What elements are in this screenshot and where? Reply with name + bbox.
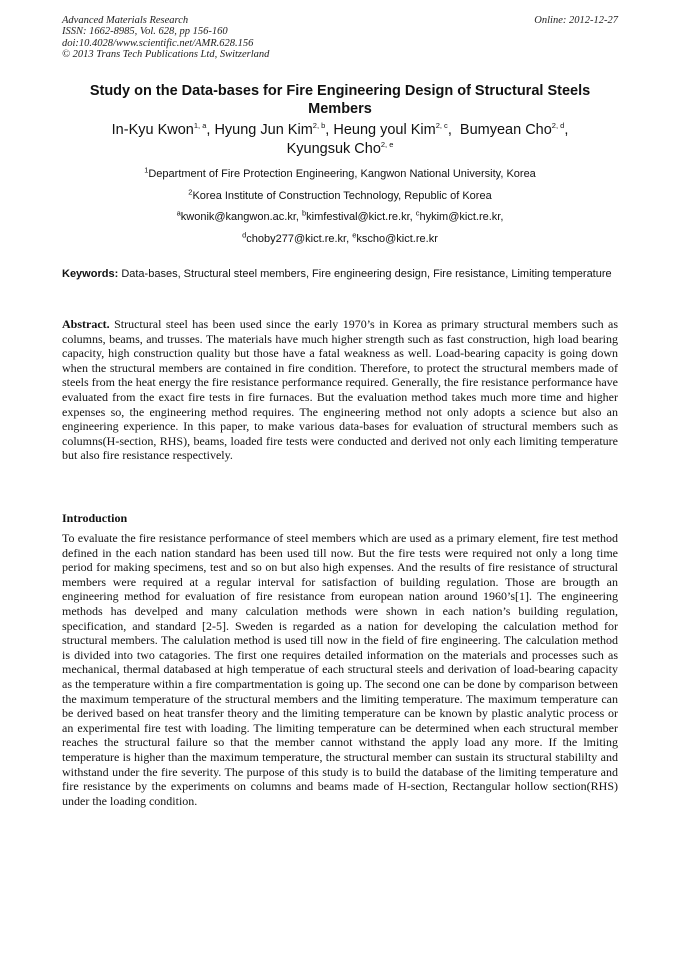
email: hykim@kict.re.kr, [419, 211, 504, 223]
keywords-text: Data-bases, Structural steel members, Fire engineering design, Fire resistance, Limiting temperature [121, 268, 612, 280]
email: kscho@kict.re.kr [356, 233, 438, 245]
author-affil-sup: 2, d [551, 121, 565, 131]
copyright-line: © 2013 Trans Tech Publications Ltd, Switzerland [62, 48, 270, 60]
author-name: Kyungsuk Cho [286, 140, 381, 157]
email-line-2: $^d$choby277@kict.re.kr, $^e$kscho@kict.re.kr [242, 230, 438, 245]
keywords-block [62, 267, 618, 281]
doi-line: doi:10.4028/www.scientific.net/AMR.628.156 [62, 37, 254, 49]
online-date: Online: 2012-12-27 [534, 15, 618, 26]
affiliation-1: $^1$Department of Fire Protection Engineering, Kangwon National University, Korea [144, 165, 536, 180]
paper-title: Study on the Data-bases for Fire Engineering Design of Structural Steels Members [89, 83, 591, 117]
author-list: In-Kyu Kwon$^{1, a}$, Hyung Jun Kim$^{2, b}$, Heung youl Kim$^{2, c}$, Bumyean Cho$^{2, d}$, Kyungsuk Cho$^{2, e}$ [111, 121, 569, 157]
abstract-text: Structural steel has been used since the early 1970’s in Korea as primary structural members such as columns, beams, and trusses. The materials have much higher strength such as fast construction, high load bearing capacity, high construction quality but those have a fatal weakness as well. Load-bearing capacity is going down when the structural members are contained in fire condition. Therefore, to protect the structural members made of steels from the heat energy the fire resistance performance required. Generally, the fire resistance performance have evaluated from the exact fire tests in fire furnaces. But the evaluation method takes much more time and higher expenses so, the engineering method requires. The engineering method not only adopts a science but also an engineering experience. In this paper, to make various data-bases for evaluation of structural members such as columns(H-section, RHS), beams, loaded fire tests were conducted and derived not only each limiting temperature but also fire resistance respectively. [62, 317, 618, 463]
introduction-heading: Introduction [62, 511, 128, 525]
author-affil-sup: 2, c [435, 121, 448, 131]
abstract-label: Abstract. [62, 317, 110, 331]
journal-name: Advanced Materials Research [62, 15, 189, 26]
author-name: Hyung Jun Kim [214, 122, 313, 138]
author-affil-sup: 2, b [312, 121, 326, 131]
author-affil-sup: 2, e [380, 139, 394, 149]
affiliation-2: $^2$Korea Institute of Construction Technology, Republic of Korea [188, 187, 492, 202]
email: kimfestival@kict.re.kr, [306, 211, 413, 223]
author-name: Bumyean Cho [459, 122, 552, 138]
issn-line: ISSN: 1662-8985, Vol. 628, pp 156-160 [62, 26, 228, 38]
author-name: Heung youl Kim [333, 122, 436, 138]
keywords-label: Keywords: [62, 268, 119, 280]
journal-header [62, 15, 618, 60]
email: kwonik@kangwon.ac.kr, [180, 211, 299, 223]
author-affil-sup: 1, a [193, 121, 207, 131]
author-name: In-Kyu Kwon [111, 122, 194, 138]
email: choby277@kict.re.kr, [246, 233, 350, 245]
abstract-block [62, 317, 618, 463]
email-line-1: $^a$kwonik@kangwon.ac.kr, $^b$kimfestival@kict.re.kr, $^c$hykim@kict.re.kr, [176, 208, 504, 223]
introduction-text: To evaluate the fire resistance performance of steel members which are used as a primary element, fire test method defined in the each nation standard has been used till now. But the fire tests were required not only a long time period for making specimens, test and so on but also high expenses. And the results of fire resistance of structural members were required at a regular interval for satisfaction of building regulation. Those are brougth an engineering method for evaluation of fire resistance from european nation around 1960’s[1]. The engineering methods has develped and many calculation methods were shown in each nation’s building regulation, specification, and standard [2-5]. Sweden is regarded as a nation for developing the calculation method for structural members. The calulation method is used till now in the field of fire engineering. The calculation method is divided into two catagories. The first one requires detailed information on the materials and processes such as mechanical, thermal databased at high temperatue of each structural steels and derivation of load-bearing capacity as the temperature within a fire compartmentation is going up. The second one can be done by comparison between the maximum temperature of the structural members and the limiting temperature. The maximum temperature can be derived based on heat transfer theory and the limiting temperature can be known by plastic analytic process or an experimental fire test with loading. The limiting temperature can be determined when each structural member reaches the structural failure so that the member cannot withstand the apply load any more. If the lmiting temperature is higher than the maximum temperature, the structural member can sustain its structural stabililty and withstand under the fire severity. The purpose of this study is to build the database of the limiting temperature and fire resistance by the experiments on columns and beams made of H-section, Rectangular hollow section(RHS) under the loading condition. [62, 531, 618, 808]
